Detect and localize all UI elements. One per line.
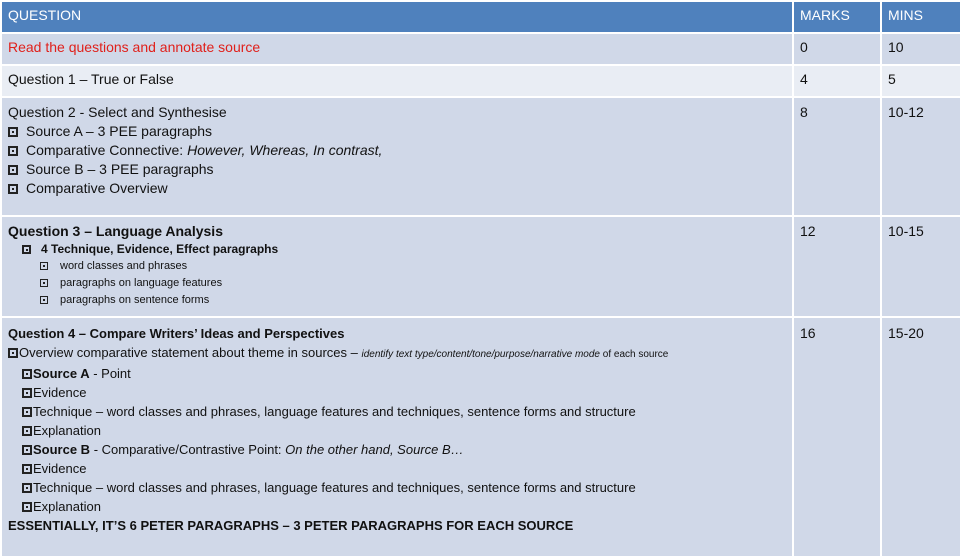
list-item [8, 241, 786, 258]
checkbox-icon [40, 262, 48, 270]
header-mins: MINS [881, 1, 960, 33]
list-item [8, 383, 786, 402]
overview-italic-text: identify text type/content/tone/purpose/narrative mode [361, 349, 600, 360]
list-item-text: Explanation [33, 499, 101, 514]
row-q3-mins: 10-15 [881, 216, 960, 317]
list-item-text: - Comparative/Contrastive Point: [90, 442, 286, 457]
list-item-text: Evidence [33, 385, 87, 400]
table-row [1, 97, 960, 216]
row-q3-marks: 12 [793, 216, 881, 317]
table-row [1, 216, 960, 317]
checkbox-icon [22, 445, 32, 455]
row-q4-marks: 16 [793, 317, 881, 557]
checkbox-icon [22, 426, 32, 436]
checkbox-icon [40, 296, 48, 304]
checkbox-icon [22, 388, 32, 398]
list-item-text: Technique – word classes and phrases, language features and techniques, sentence forms and structure [33, 480, 636, 495]
list-item [8, 478, 786, 497]
row-q1-mins: 5 [881, 65, 960, 97]
row-q2-mins: 10-12 [881, 97, 960, 216]
list-item-text: paragraphs on sentence forms [60, 294, 210, 306]
list-item-text: 4 Technique, Evidence, Effect paragraphs [41, 242, 279, 256]
row-read-mins: 10 [881, 33, 960, 65]
row-read-marks: 0 [793, 33, 881, 65]
list-item-text: - Point [89, 366, 131, 381]
row-q4-title: Question 4 – Compare Writers’ Ideas and Perspectives [8, 326, 345, 341]
list-item-text: word classes and phrases [60, 260, 188, 272]
checkbox-icon [8, 184, 18, 194]
checkbox-icon [22, 245, 31, 254]
list-item [8, 258, 786, 275]
source-a-label: Source A [33, 366, 90, 381]
list-item-text: paragraphs on language features [60, 277, 223, 289]
checkbox-icon [8, 165, 18, 175]
row-q2-title: Question 2 - Select and Synthesise [8, 104, 227, 120]
list-item-text: Source A – 3 PEE paragraphs [26, 123, 213, 139]
list-item-text: Source B – 3 PEE paragraphs [26, 161, 214, 177]
row-q2-marks: 8 [793, 97, 881, 216]
row-q3-cell [1, 216, 793, 317]
checkbox-icon [22, 502, 32, 512]
checkbox-icon [8, 348, 18, 358]
checkbox-icon [22, 369, 32, 379]
overview-end-text: of each source [599, 349, 669, 360]
header-row [1, 1, 960, 33]
list-item [8, 292, 786, 309]
header-question: QUESTION [1, 1, 793, 33]
source-b-label: Source B [33, 442, 91, 457]
header-marks: MARKS [793, 1, 881, 33]
row-q1-question: Question 1 – True or False [1, 65, 793, 97]
checkbox-icon [40, 279, 48, 287]
checkbox-icon [22, 483, 32, 493]
row-q4-cell [1, 317, 793, 557]
list-item [8, 459, 786, 478]
row-q4-footer: ESSENTIALLY, IT’S 6 PETER PARAGRAPHS – 3 PETER PARAGRAPHS FOR EACH SOURCE [8, 518, 574, 533]
list-item-text: Explanation [33, 423, 101, 438]
list-item [8, 141, 786, 160]
row-q4-mins: 15-20 [881, 317, 960, 557]
list-item [8, 160, 786, 179]
checkbox-icon [22, 407, 32, 417]
row-read-question: Read the questions and annotate source [1, 33, 793, 65]
list-item-text: Evidence [33, 461, 87, 476]
list-item [8, 402, 786, 421]
list-item [8, 179, 786, 198]
list-item [8, 364, 786, 383]
list-item [8, 343, 786, 364]
list-item-text: Overview comparative statement about theme in sources – [19, 345, 362, 360]
list-item-text: Technique – word classes and phrases, language features and techniques, sentence forms and structure [33, 404, 636, 419]
list-item [8, 122, 786, 141]
source-b-italic-text: On the other hand, Source B… [285, 442, 464, 457]
list-item [8, 440, 786, 459]
list-item [8, 497, 786, 516]
connectives-text: However, Whereas, In contrast, [187, 142, 383, 158]
table-row [1, 65, 960, 97]
checkbox-icon [8, 127, 18, 137]
row-q1-marks: 4 [793, 65, 881, 97]
checkbox-icon [8, 146, 18, 156]
list-item [8, 421, 786, 440]
list-item-text: Comparative Overview [26, 180, 168, 196]
table-row [1, 33, 960, 65]
row-q2-cell [1, 97, 793, 216]
list-item-text: Comparative Connective: [26, 142, 188, 158]
checkbox-icon [22, 464, 32, 474]
list-item [8, 275, 786, 292]
row-q3-title: Question 3 – Language Analysis [8, 223, 223, 239]
table-row [1, 317, 960, 557]
